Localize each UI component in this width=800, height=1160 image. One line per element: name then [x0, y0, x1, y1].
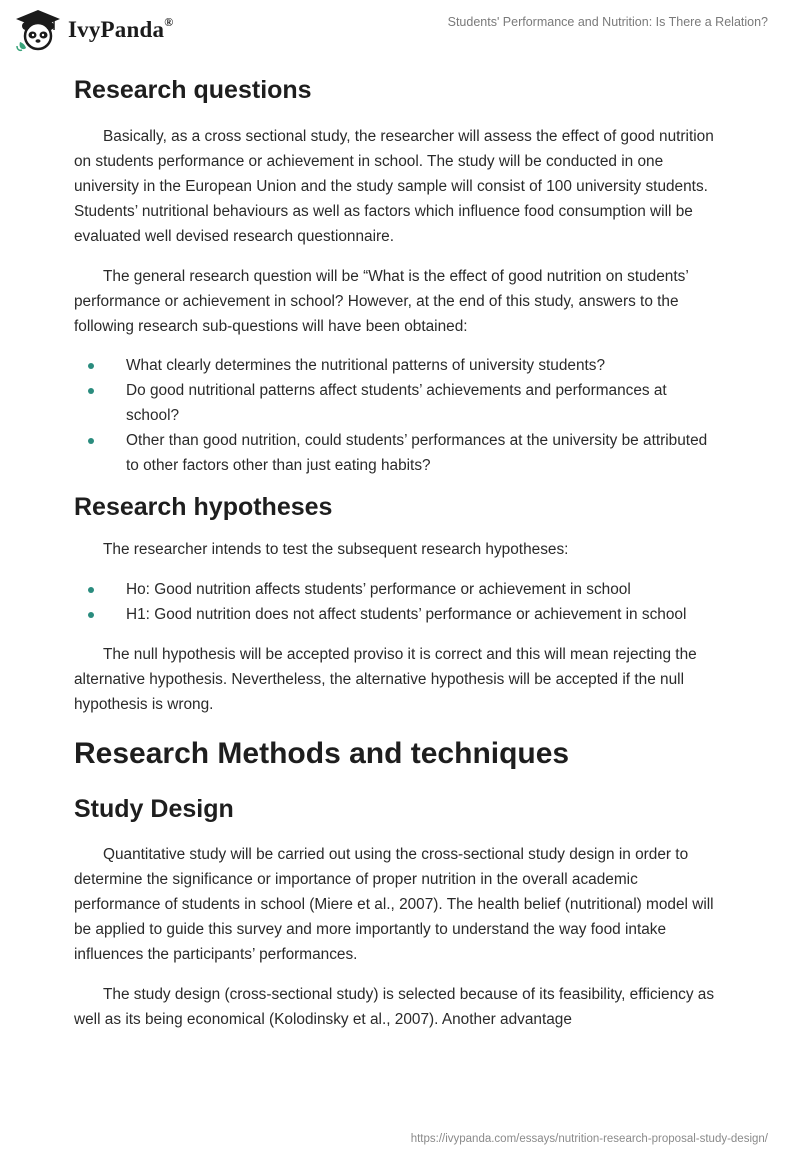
bullet-icon: [88, 612, 94, 618]
list-item: Other than good nutrition, could students’ performances at the university be attributed to other factors other than just eating habits?: [74, 428, 724, 478]
page-header: [0, 0, 800, 62]
heading-research-hypotheses: Research hypotheses: [74, 493, 333, 521]
paragraph: The study design (cross-sectional study) is selected because of its feasibility, efficiency as well as its being economical (Kolodinsky et al., 2007). Another advantage: [74, 986, 715, 1028]
bullet-icon: [88, 388, 94, 394]
bullet-icon: [88, 363, 94, 369]
list-item: H1: Good nutrition does not affect students’ performance or achievement in school: [74, 602, 724, 627]
bullet-icon: [88, 587, 94, 593]
ivypanda-logo[interactable]: [14, 8, 173, 52]
paragraph: Quantitative study will be carried out using the cross-sectional study design in order to determine the significance or importance of proper nutrition in the overall academic performance of students in school (Miere et al., 2007). The health belief (nutritional) model will be applied to guide this survey and more importantly to understand the way food intake influences the participants’ performances.: [74, 846, 714, 963]
paragraph: Basically, as a cross sectional study, the researcher will assess the effect of good nutrition on students performance or achievement in school. The study will be conducted in one university in the European Union and the study sample will consist of 100 university students. Students’ nutritional behaviours as well as factors which influence food consumption will be evaluated well devised research questionnaire.: [74, 128, 714, 245]
logo-wordmark: IvyPanda®: [68, 15, 174, 42]
hypotheses-list: [74, 577, 724, 627]
bullet-icon: [88, 438, 94, 444]
list-item: What clearly determines the nutritional patterns of university students?: [74, 353, 724, 378]
document-title: Students' Performance and Nutrition: Is There a Relation?: [447, 15, 768, 29]
article-body: [74, 70, 724, 1032]
source-url[interactable]: https://ivypanda.com/essays/nutrition-research-proposal-study-design/: [410, 1133, 768, 1145]
paragraph: The general research question will be “What is the effect of good nutrition on students’ performance or achievement in school? However, at the end of this study, answers to the following research sub-questions will have been obtained:: [74, 268, 689, 335]
list-item: Ho: Good nutrition affects students’ performance or achievement in school: [74, 577, 724, 602]
heading-research-questions: Research questions: [74, 76, 312, 104]
list-item: Do good nutritional patterns affect students’ achievements and performances at school?: [74, 378, 724, 428]
paragraph: The null hypothesis will be accepted proviso it is correct and this will mean rejecting the alternative hypothesis. Nevertheless, the alternative hypothesis will be accepted if the null hypothesis is wrong.: [74, 646, 697, 713]
panda-graduate-icon: [14, 8, 62, 52]
heading-research-methods: Research Methods and techniques: [74, 737, 570, 770]
heading-study-design: Study Design: [74, 795, 234, 823]
sub-questions-list: [74, 353, 724, 478]
paragraph: The researcher intends to test the subsequent research hypotheses:: [103, 541, 569, 558]
